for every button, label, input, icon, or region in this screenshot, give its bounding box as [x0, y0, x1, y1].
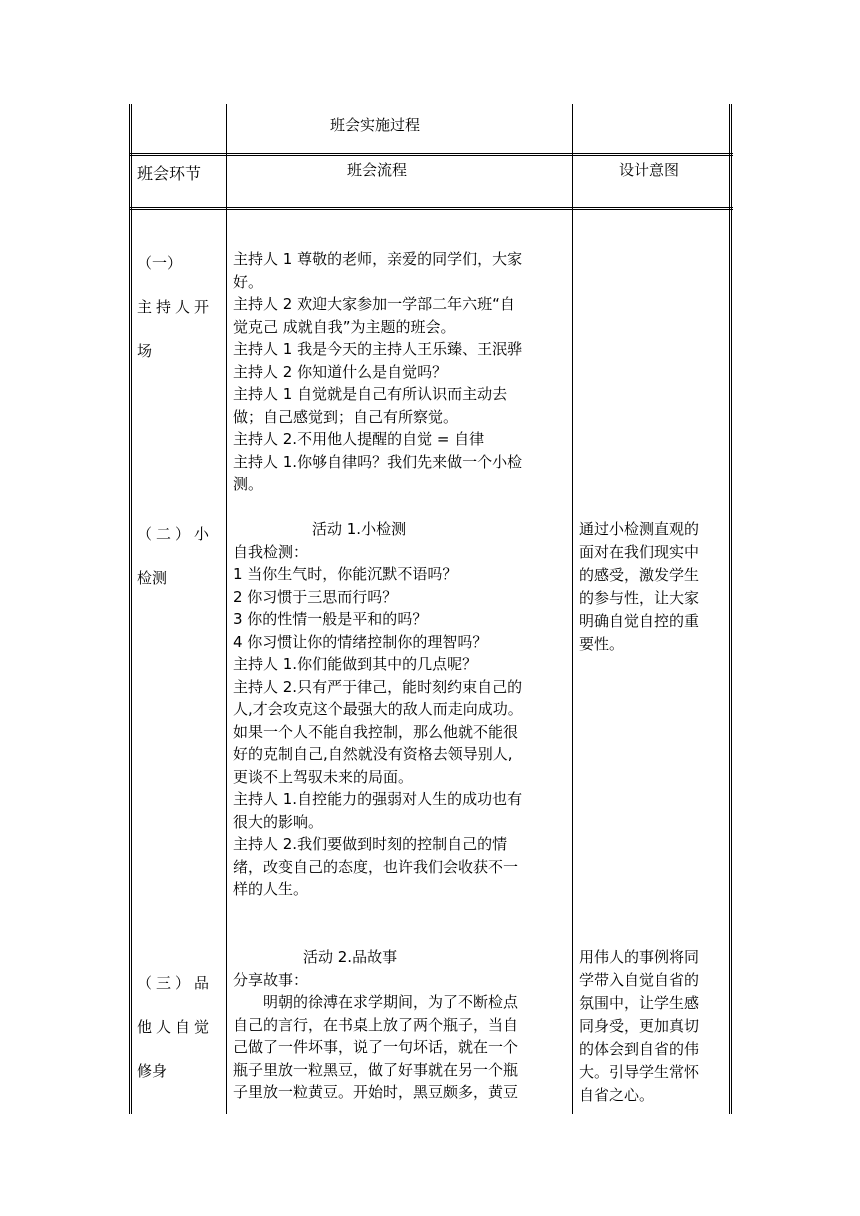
flow-section-opening [233, 248, 565, 496]
flow-line: 主持人 1 自觉就是自己有所认识而主动去 [233, 385, 508, 403]
flow-section-self-check [233, 518, 565, 901]
table-border-left [129, 104, 130, 1114]
stage-1-line-2: 主持人开 [137, 298, 214, 316]
activity-title: 活动 2.品故事 [303, 948, 398, 966]
flow-section-story [233, 946, 565, 1104]
story-line: 瓶子里放一粒黑豆，做了好事就在另一个瓶 [233, 1060, 519, 1079]
intent-line: 通过小检测直观的 [579, 520, 700, 538]
intent-line: 同身受，更加真切 [579, 1017, 700, 1035]
flow-line: 更谈不上驾驭未来的局面。 [233, 767, 414, 786]
intent-1 [579, 518, 729, 656]
intent-line: 的感受，激发学生 [579, 566, 700, 584]
intent-2 [579, 946, 729, 1107]
intent-line: 氛围中，让学生感 [579, 994, 700, 1012]
stage-1-line-3: 场 [137, 342, 153, 360]
story-line: 明朝的徐溥在求学期间，为了不断检点 [263, 993, 519, 1011]
header-row-bottom [129, 153, 733, 154]
intent-line: 大。引导学生常怀 [579, 1063, 700, 1081]
column-header-stage: 班会环节 [137, 164, 202, 183]
story-line: 子里放一粒黄豆。开始时，黑豆颇多，黄豆 [233, 1083, 519, 1101]
stage-3-line-3: 修身 [137, 1062, 168, 1080]
stage-2-line-1: （二）小 [137, 525, 214, 543]
flow-line: 自我检测： [233, 542, 309, 561]
flow-line: 3 你的性情一般是平和的吗？ [233, 610, 428, 628]
stage-3 [137, 961, 221, 1093]
flow-line: 测。 [233, 475, 264, 493]
flow-line: 主持人 2.只有严于律己，能时刻约束自己的 [233, 677, 523, 696]
flow-line: 2 你习惯于三思而行吗？ [233, 587, 398, 606]
column-header-intent: 设计意图 [619, 161, 680, 179]
stage-3-line-1: （三）品 [137, 974, 214, 992]
flow-line: 1 当你生气时，你能沉默不语吗？ [233, 565, 458, 583]
stage-3-line-2: 他人自觉 [137, 1018, 214, 1036]
flow-line: 好。 [233, 272, 264, 291]
column-header-flow: 班会流程 [347, 161, 408, 179]
flow-line: 主持人 2.不用他人提醒的自觉 = 自律 [233, 430, 485, 448]
column-header-bottom-inner [129, 209, 733, 210]
intent-line: 用伟人的事例将同 [579, 948, 700, 966]
flow-line: 主持人 1.自控能力的强弱对人生的成功也有 [233, 790, 523, 808]
stage-2-line-2: 检测 [137, 569, 168, 587]
intent-line: 要性。 [579, 635, 625, 653]
intent-line: 自省之心。 [579, 1086, 655, 1104]
activity-title: 活动 1.小检测 [312, 520, 407, 538]
table-border-right [731, 104, 732, 1114]
flow-line: 主持人 1 我是今天的主持人王乐臻、王泯骅 [233, 340, 523, 358]
intent-line: 的参与性，让大家 [579, 589, 700, 607]
intent-line: 面对在我们现实中 [579, 543, 700, 561]
column-divider-1 [226, 104, 227, 1114]
table-border-right-inner [729, 104, 730, 1114]
flow-line: 主持人 2 欢迎大家参加一学部二年六班“自 [233, 295, 515, 313]
flow-line: 主持人 2 你知道什么是自觉吗？ [233, 362, 448, 381]
column-divider-2 [572, 104, 573, 1114]
flow-line: 4 你习惯让你的情绪控制你的理智吗？ [233, 632, 488, 651]
flow-line: 样的人生。 [233, 880, 309, 898]
flow-line: 绪，改变自己的态度，也许我们会收获不一 [233, 857, 519, 876]
flow-line: 很大的影响。 [233, 812, 324, 831]
flow-line: 如果一个人不能自我控制，那么他就不能很 [233, 722, 519, 741]
flow-line: 主持人 1.你们能做到其中的几点呢？ [233, 655, 478, 673]
flow-line: 主持人 1.你够自律吗？我们先来做一个小检 [233, 452, 523, 471]
flow-line: 觉克己 成就自我”为主题的班会。 [233, 317, 456, 336]
flow-line: 分享故事： [233, 970, 309, 989]
intent-line: 明确自觉自控的重 [579, 612, 700, 630]
stage-1 [137, 241, 221, 373]
flow-line: 好的克制自己,自然就没有资格去领导别人, [233, 745, 513, 763]
intent-line: 的体会到自省的伟 [579, 1040, 700, 1058]
flow-line: 人,才会攻克这个最强大的敌人而走向成功。 [233, 700, 523, 718]
intent-line: 学带入自觉自省的 [579, 971, 700, 989]
column-header-bottom [129, 207, 733, 208]
flow-line: 做；自己感觉到；自己有所察觉。 [233, 407, 459, 426]
flow-line: 主持人 2.我们要做到时刻的控制自己的情 [233, 835, 508, 853]
table-border-left-inner [131, 104, 132, 1114]
stage-2 [137, 512, 221, 600]
flow-line: 主持人 1 尊敬的老师，亲爱的同学们，大家 [233, 250, 523, 268]
stage-1-line-1: （一） [137, 254, 183, 272]
header-row-bottom-inner [129, 155, 733, 156]
page-title: 班会实施过程 [330, 116, 421, 134]
story-line: 己做了一件坏事，说了一句坏话，就在一个 [233, 1038, 519, 1056]
story-line: 自己的言行，在书桌上放了两个瓶子，当自 [233, 1015, 519, 1034]
